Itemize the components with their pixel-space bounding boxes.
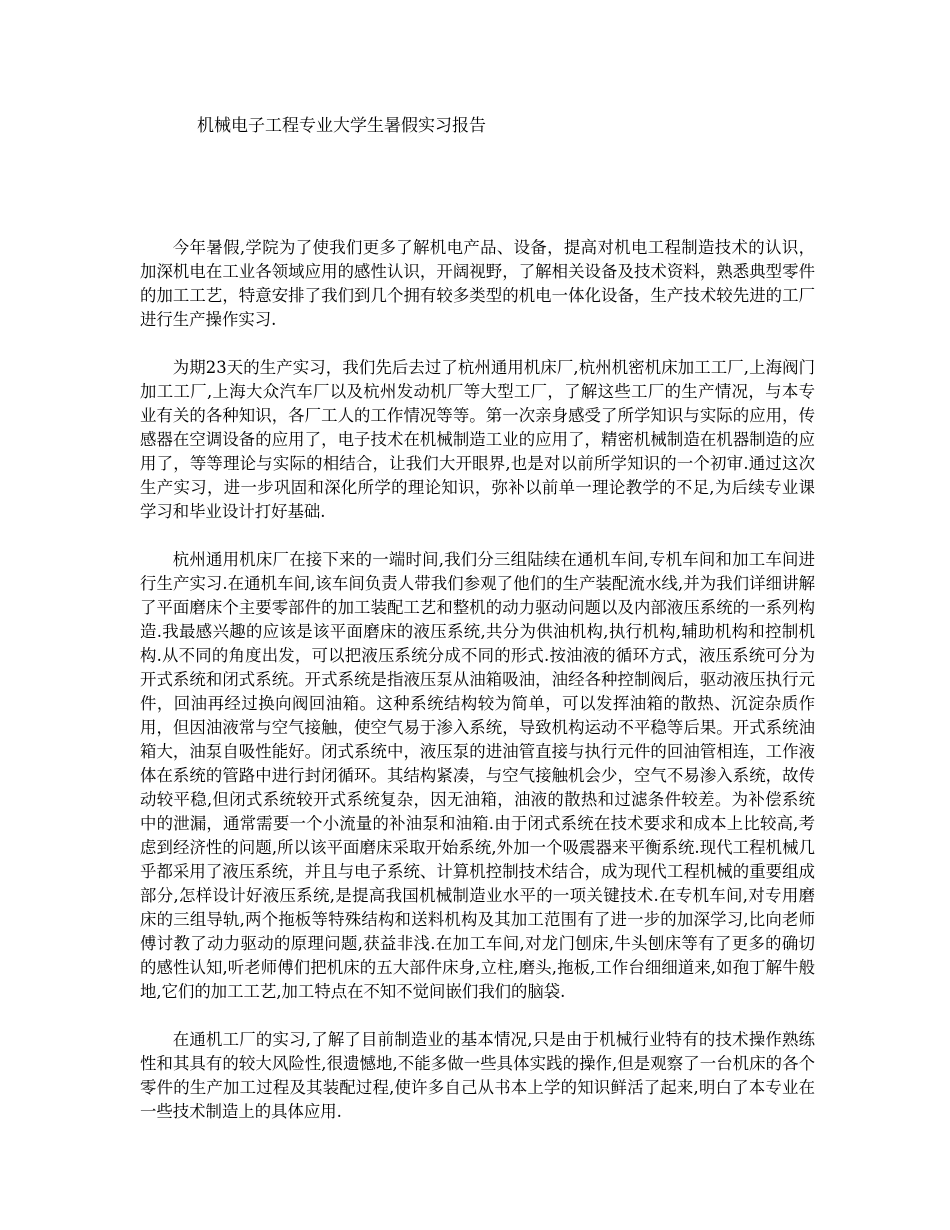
paragraph-hangzhou-machine-tool-factory: 杭州通用机床厂在接下来的一端时间,我们分三组陆续在通机车间,专机车间和加工车间进行生产实习.在通机车间,该车间负责人带我们参观了他们的生产装配流水线,并为我们详细讲解了平面磨床个主要零部件的加工装配工艺和整机的动力驱动问题以及内部液压系统的一系列构造.我最感兴趣的应该是该平面磨床的液压系统,共分为供油机构,执行机构,辅助机构和控制机构.从不同的角度出发，可以把液压系统分成不同的形式.按油液的循环方式，液压系统可分为开式系统和闭式系统。开式系统是指液压泵从油箱吸油，油经各种控制阀后，驱动液压执行元件，回油再经过换向阀回油箱。这种系统结构较为简单，可以发挥油箱的散热、沉淀杂质作用，但因油液常与空气接触，使空气易于渗入系统，导致机构运动不平稳等后果。开式系统油箱大，油泵自吸性能好。闭式系统中，液压泵的进油管直接与执行元件的回油管相连，工作液体在系统的管路中进行封闭循环。其结构紧凑，与空气接触机会少，空气不易渗入系统，故传动较平稳,但闭式系统较开式系统复杂，因无油箱，油液的散热和过滤条件较差。为补偿系统中的泄漏，通常需要一个小流量的补油泵和油箱.由于闭式系统在技术要求和成本上比较高,考虑到经济性的问题,所以该平面磨床采取开始系统,外加一个吸震器来平衡系统.现代工程机械几乎都采用了液压系统，并且与电子系统、计算机控制技术结合，成为现代工程机械的重要组成部分,怎样设计好液压系统,是提高我国机械制造业水平的一项关键技术.在专机车间,对专用磨床的三组导轨,两个拖板等特殊结构和送料机构及其加工范围有了进一步的加深学习,比向老师傅讨教了动力驱动的原理问题,获益非浅.在加工车间,对龙门刨床,牛头刨床等有了更多的确切的感性认知,听老师傅们把机床的五大部件床身,立柱,磨头,拖板,工作台细细道来,如孢丁解牛般地,它们的加工工艺,加工特点在不知不觉间嵌们我们的脑袋.	[140, 550, 815, 1001]
paragraph-internship-overview: 为期23天的生产实习，我们先后去过了杭州通用机床厂,杭州机密机床加工工厂,上海阀门加工工厂,上海大众汽车厂以及杭州发动机厂等大型工厂，了解这些工厂的生产情况，与本专业有关的各种知识，各厂工人的工作情况等等。第一次亲身感受了所学知识与实际的应用，传感器在空调设备的应用了，电子技术在机械制造工业的应用了，精密机械制造在机器制造的应用了，等等理论与实际的相结合，让我们大开眼界,也是对以前所学知识的一个初审.通过这次生产实习，进一步巩固和深化所学的理论知识，弥补以前单一理论教学的不足,为后续专业课学习和毕业设计打好基础.	[140, 358, 815, 521]
paragraph-summary: 在通机工厂的实习,了解了目前制造业的基本情况,只是由于机械行业特有的技术操作熟练性和其具有的较大风险性,很遗憾地,不能多做一些具体实践的操作,但是观察了一台机床的各个零件的生产加工过程及其装配过程,使许多自己从书本上学的知识鲜活了起来,明白了本专业在一些技术制造上的具体应用.	[140, 1030, 815, 1121]
document-title: 机械电子工程专业大学生暑假实习报告	[197, 116, 486, 136]
paragraph-intro: 今年暑假,学院为了使我们更多了解机电产品、设备，提高对机电工程制造技术的认识，加深机电在工业各领域应用的感性认识，开阔视野，了解相关设备及技术资料，熟悉典型零件的加工工艺，特意安排了我们到几个拥有较多类型的机电一体化设备，生产技术较先进的工厂进行生产操作实习.	[140, 238, 815, 329]
document-body	[140, 236, 815, 1148]
